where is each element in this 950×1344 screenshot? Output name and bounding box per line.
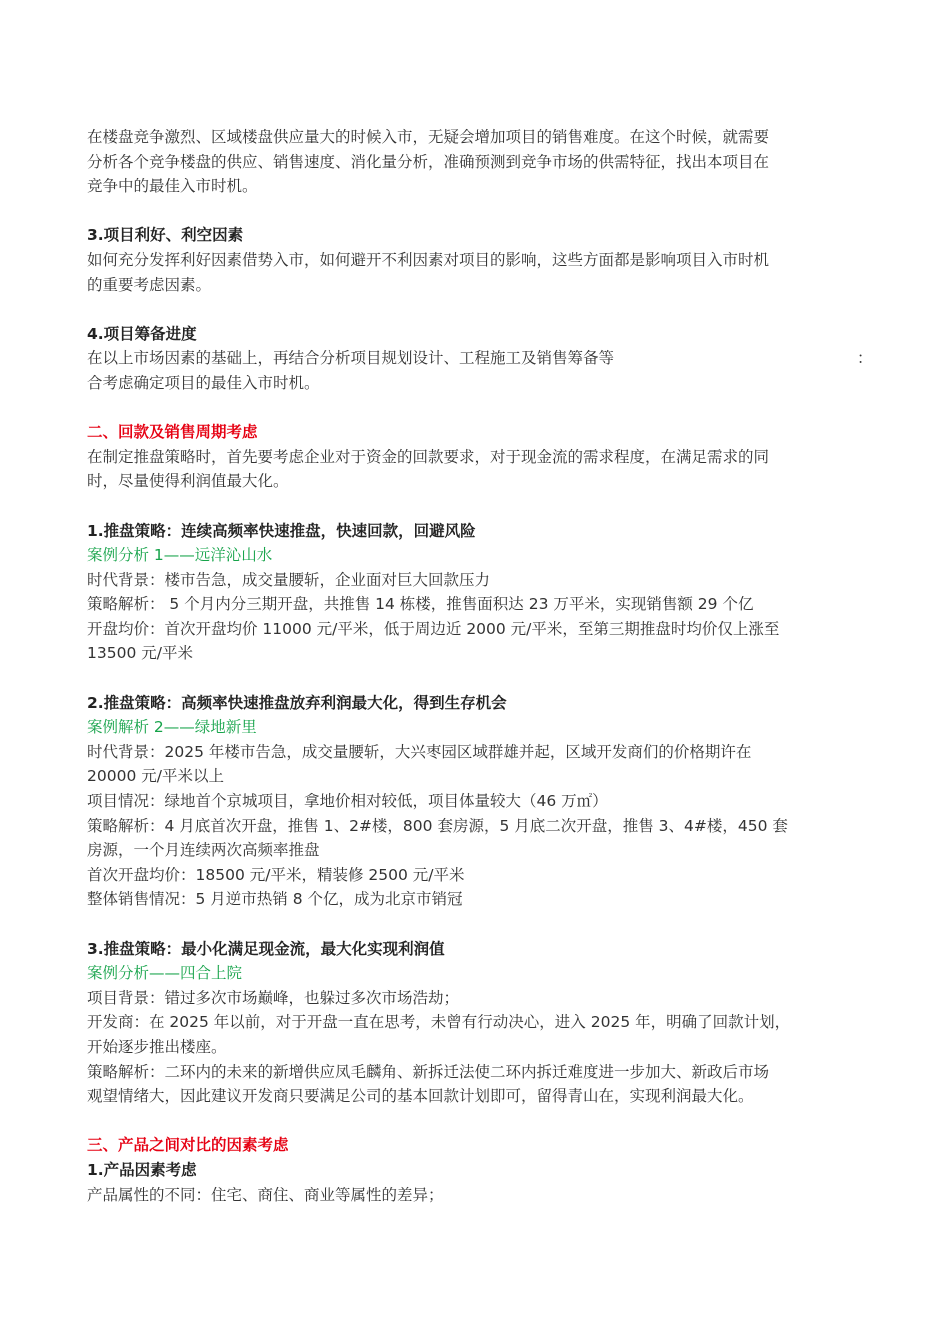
body-text: 13500 元/平米: [87, 644, 193, 663]
body-text: 的重要考虑因素。: [87, 275, 212, 294]
subheading: 1.产品因素考虑: [87, 1160, 197, 1179]
case-title: 案例解析 2——绿地新里: [87, 718, 257, 737]
body-text: 如何充分发挥利好因素借势入市，如何避开不利因素对项目的影响，这些方面都是影响项目入市时机: [87, 250, 770, 269]
body-text: 观望情绪大，因此建议开发商只要满足公司的基本回款计划即可，留得青山在，实现利润最大化。: [87, 1087, 754, 1106]
case-title: 案例分析 1——远洋沁山水: [87, 546, 273, 565]
body-text-masked-line: [87, 346, 873, 371]
body-text: 在楼盘竞争激烈、区域楼盘供应量大的时候入市，无疑会增加项目的销售难度。在这个时候，就需要: [87, 128, 770, 146]
body-text: 首次开盘均价：18500 元/平米，精装修 2500 元/平米: [87, 865, 465, 884]
body-text: 20000 元/平米以上: [87, 767, 224, 786]
body-text: 合考虑确定项目的最佳入市时机。: [87, 373, 320, 392]
case-title: 案例分析——四合上院: [87, 964, 243, 983]
redaction-block: [679, 346, 855, 370]
body-text: 时代背景：楼市告急，成交量腰斩，企业面对巨大回款压力: [87, 570, 491, 589]
body-text-tail: ：: [857, 349, 873, 368]
strategy-heading: 3.推盘策略：最小化满足现金流，最大化实现利润值: [87, 939, 445, 958]
body-text: 策略解析：4 月底首次开盘，推售 1、2#楼，800 套房源，5 月底二次开盘，推售 3、4#楼，450 套: [87, 816, 788, 835]
body-text: 整体销售情况：5 月逆市热销 8 个亿，成为北京市销冠: [87, 890, 463, 909]
strategy-heading: 1.推盘策略：连续高频率快速推盘，快速回款，回避风险: [87, 521, 476, 540]
body-text: 开发商：在 2025 年以前，对于开盘一直在思考，未曾有行动决心，进入 2025 年，明确了回款计划，: [87, 1013, 791, 1032]
body-text: 分析各个竞争楼盘的供应、销售速度、消化量分析，准确预测到竞争市场的供需特征，找出本项目在: [87, 152, 770, 171]
section-heading: 二、回款及销售周期考虑: [87, 423, 258, 442]
body-text: 策略解析： 5 个月内分三期开盘，共推售 14 栋楼，推售面积达 23 万平米，实现销售额 29 个亿: [87, 595, 754, 614]
body-text: 策略解析：二环内的未来的新增供应凤毛麟角、新拆迁法使二环内拆迁难度进一步加大、新政后市场: [87, 1062, 770, 1081]
strategy-heading: 2.推盘策略：高频率快速推盘放弃利润最大化，得到生存机会: [87, 693, 507, 712]
body-text: 项目情况：绿地首个京城项目，拿地价相对较低，项目体量较大（46 万㎡）: [87, 792, 608, 811]
body-text: 房源，一个月连续两次高频率推盘: [87, 841, 320, 860]
body-text: 竞争中的最佳入市时机。: [87, 177, 258, 196]
body-text: 开始逐步推出楼座。: [87, 1037, 227, 1056]
body-text: 时，尽量使得利润值最大化。: [87, 472, 289, 491]
document-page: [87, 125, 873, 1207]
section-heading: 三、产品之间对比的因素考虑: [87, 1136, 289, 1155]
body-text: 在制定推盘策略时，首先要考虑企业对于资金的回款要求，对于现金流的需求程度，在满足需求的同: [87, 447, 770, 466]
body-text: 开盘均价：首次开盘均价 11000 元/平米，低于周边近 2000 元/平米，至第三期推盘时均价仅上涨至: [87, 619, 780, 638]
body-text: 项目背景：错过多次市场巅峰，也躲过多次市场浩劫；: [87, 988, 460, 1007]
body-text: 时代背景：2025 年楼市告急，成交量腰斩，大兴枣园区域群雄并起，区域开发商们的价格期许在: [87, 742, 752, 761]
body-text: 产品属性的不同：住宅、商住、商业等属性的差异；: [87, 1185, 444, 1204]
subheading: 4.项目筹备进度: [87, 324, 197, 343]
body-text: 在以上市场因素的基础上，再结合分析项目规划设计、工程施工及销售筹备等: [87, 349, 615, 368]
subheading: 3.项目利好、利空因素: [87, 226, 244, 245]
